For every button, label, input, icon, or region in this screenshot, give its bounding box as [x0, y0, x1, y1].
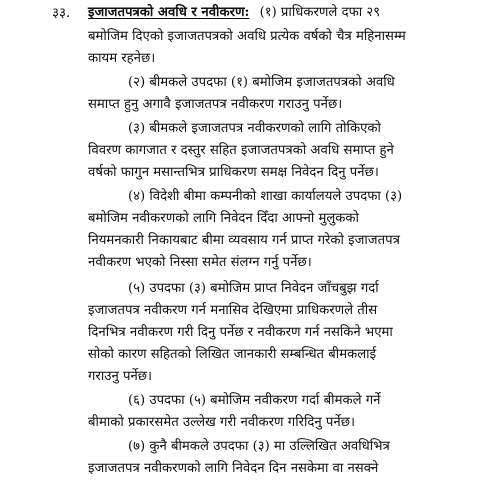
text-line: बमोजिम नवीकरणको लागि निवेदन दिँदा आफ्नो मुलुकको: [88, 211, 359, 226]
text-line: (७) कुनै बीमकले उपदफा (३) मा उल्लिखित अवधिभित्र: [128, 439, 390, 454]
text-line: (३) बीमकले इजाजतपत्र नवीकरणको लागि तोकिएको: [128, 121, 381, 136]
text-line: बमोजिम दिएको इजाजतपत्रको अवधि प्रत्येक वर्षको चैत्र महिनासम्म: [88, 29, 406, 44]
text-line: (५) उपदफा (३) बमोजिम प्राप्त निवेदन जाँचबुझ गर्दा: [128, 281, 379, 296]
text-line: इजाजतपत्र नवीकरण गर्न मनासिव देखिएमा प्राधिकरणले तीस: [88, 303, 378, 318]
text-line: कायम रहनेछ।: [88, 51, 156, 66]
section-number: ३३.: [52, 5, 71, 21]
section-heading: इजाजतपत्रको अवधि र नवीकरण:: [88, 5, 250, 20]
text-line: इजाजतपत्र नवीकरणको लागि निवेदन दिन नसकेमा वा नसक्ने: [88, 461, 379, 476]
text-line: (१) प्राधिकरणले दफा २९: [259, 5, 381, 20]
text-line: सोको कारण सहितको लिखित जानकारी सम्बन्धित बीमकलाई: [88, 347, 377, 362]
section-heading-line: [88, 4, 380, 22]
text-line: गराउनु पर्नेछ।: [88, 369, 153, 384]
text-line: वर्षको फागुन मसान्तभित्र प्राधिकरण समक्ष निवेदन दिनु पर्नेछ।: [88, 165, 379, 180]
text-line: समाप्त हुनु अगावै इजाजतपत्र नवीकरण गराउनु पर्नेछ।: [88, 97, 343, 112]
text-line: (२) बीमकले उपदफा (१) बमोजिम इजाजतपत्रको अवधि: [128, 75, 395, 90]
text-line: बीमाको प्रकारसमेत उल्लेख गरी नवीकरण गरिदिनु पर्नेछ।: [88, 415, 355, 430]
text-line: नियमनकारी निकायबाट बीमा व्यवसाय गर्न प्राप्त गरेको इजाजतपत्र: [88, 233, 400, 248]
text-line: (४) विदेशी बीमा कम्पनीको शाखा कार्यालयले उपदफा (३): [128, 189, 403, 204]
text-line: दिनभित्र नवीकरण गरी दिनु पर्नेछ र नवीकरण गर्न नसकिने भएमा: [88, 325, 393, 340]
text-line: विवरण कागजात र दस्तुर सहित इजाजतपत्रको अवधि समाप्त हुने: [88, 143, 394, 158]
text-line: नवीकरण भएको निस्सा समेत संलग्न गर्नु पर्नेछ।: [88, 255, 312, 270]
text-line: (६) उपदफा (५) बमोजिम नवीकरण गर्दा बीमकले गर्ने: [128, 393, 381, 408]
